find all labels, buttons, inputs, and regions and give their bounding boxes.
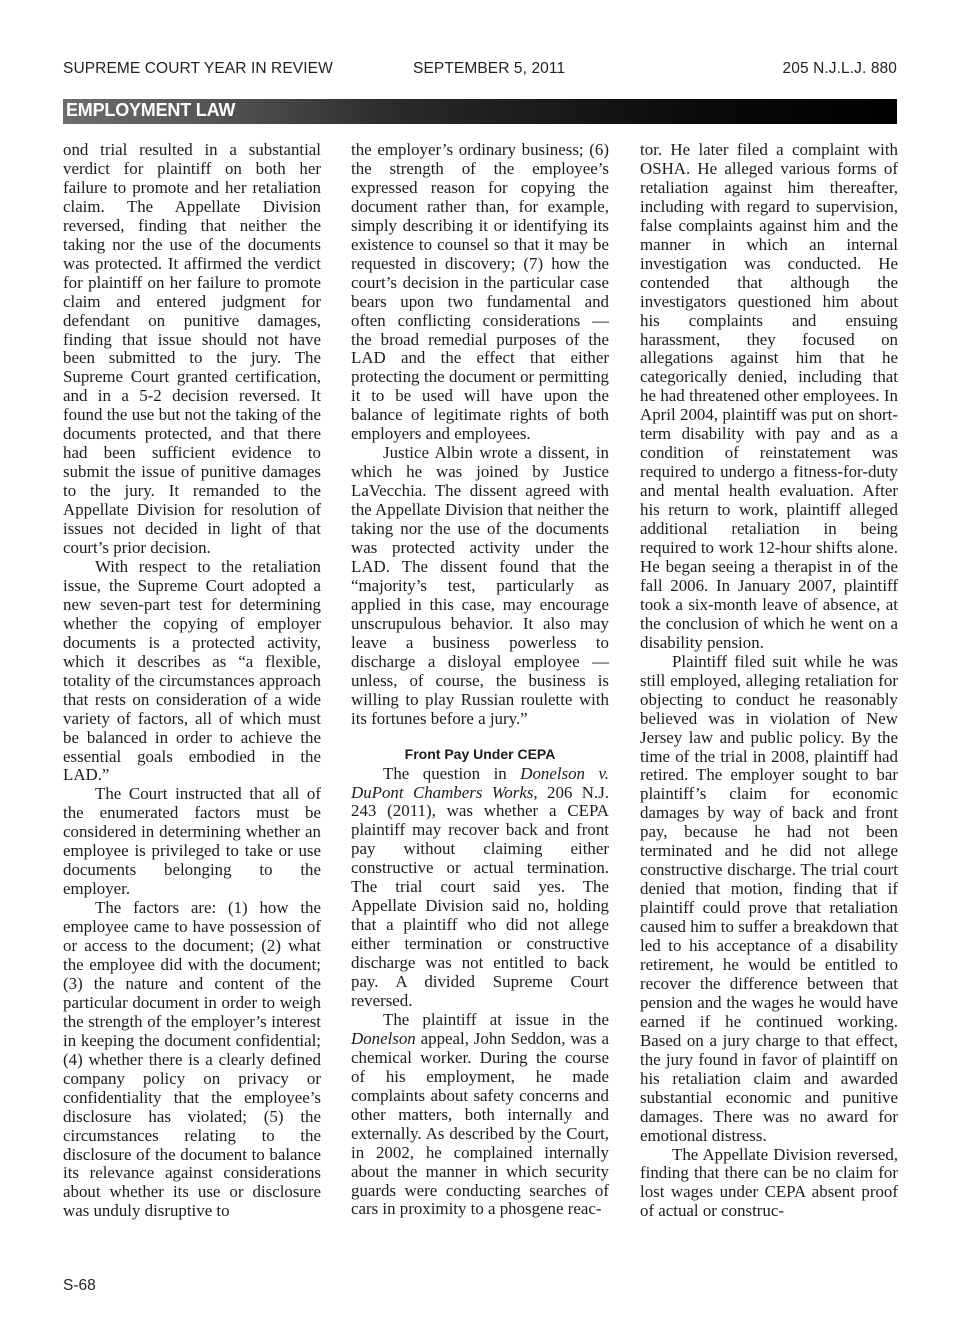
paragraph: Justice Albin wrote a dissent, in which he was joined by Justice LaVecchia. The dissent agreed with the Appellate Division that neither the taking nor the use of the documents was protected activity under the LAD. The dissent found that the “majority’s test, particularly as applied in this case, may encourage unscrupulous behavior. It also may leave a business powerless to discharge a disloyal employee — unless, of course, the business is willing to play Russian roulette with its fortunes before a jury.” — [351, 443, 609, 728]
paragraph: The Court instructed that all of the enumerated factors must be considered in determining whether an employee is privileged to take or use documents belonging to the employer. — [63, 784, 321, 899]
citation: 205 N.J.L.J. 880 — [782, 60, 897, 77]
paragraph: The Appellate Division reversed, finding that there can be no claim for lost wages under CEPA absent proof of actual or construc- — [640, 1144, 898, 1221]
case-name: Donelson v. DuPont Chambers Works — [351, 763, 609, 802]
page-number: S-68 — [63, 1277, 96, 1294]
paragraph — [351, 765, 609, 1011]
section-banner — [63, 99, 897, 124]
text-run: appeal, John Seddon, was a chemical worker. During the course of his employment, he made complaints about safety concerns and other matters, both internally and externally. As described by the Court, in 2002, he complained internally about the manner in which security guards were conducting searches of cars in proximity to a phosgene reac- — [351, 1028, 609, 1219]
paragraph: With respect to the retaliation issue, the Supreme Court adopted a new seven-part test for determining whether the copying of employer documents is a protected activity, which it describes as “a flexible, totality of the circumstances approach that rests on consideration of a wide variety of factors, all of which must be balanced in order to achieve the essential goals embodied in the LAD.” — [63, 556, 321, 785]
publication-title: SUPREME COURT YEAR IN REVIEW — [63, 60, 333, 77]
paragraph: The factors are: (1) how the employee came to have possession of or access to the document; (2) what the employee did with the document; (3) the nature and content of the particular document in order to weigh the strength of the employer’s interest in keeping the document confidential; (4) whether there is a clearly defined company policy on privacy or confidentiality that the employee’s disclosure has violated; (5) the circumstances relating to the disclosure of the document to balance its relevance against considerations about whether its use or disclosure was unduly disruptive to — [63, 898, 321, 1221]
running-head — [63, 60, 897, 82]
text-column-3 — [640, 141, 898, 1221]
text-run: , 206 N.J. 243 (2011), was whether a CEPA plaintiff may recover back and front pay without claiming either constructive or actual termination. The trial court said yes. The Appellate Division said no, holding that a plaintiff who did not allege either termination or constructive discharge was not entitled to back pay. A divided Supreme Court reversed. — [351, 782, 609, 1010]
paragraph: tor. He later filed a complaint with OSHA. He alleged various forms of retaliation against him thereafter, including with regard to supervision, false complaints against him and the manner in which an internal investigation was conducted. He contended that although the investigators questioned him about his complaints and ensuing harassment, they focused on allegations against him that he categorically denied, including that he had threatened other employees. In April 2004, plaintiff was put on short-term disability with pay and as a condition of reinstatement was required to undergo a fitness-for-duty and mental health evaluation. After his return to work, plaintiff alleged additional retaliation in being required to work 12-hour shifts alone. He began seeing a therapist in of the fall 2006. In January 2007, plaintiff took a six-month leave of absence, at the conclusion of which he went on a disability pension. — [640, 140, 898, 652]
case-name: Donelson — [351, 1028, 416, 1048]
text-column-2 — [351, 141, 609, 1219]
paragraph: ond trial resulted in a substantial verdict for plaintiff on both her failure to promote and her retaliation claim. The Appellate Division reversed, finding that neither the taking nor the use of the documents was protected. It affirmed the verdict for plaintiff on her failure to promote claim and entered judgment for defendant on punitive damages, finding that issue should not have been submitted to the jury. The Supreme Court granted certification, and in a 5-2 decision reversed. It found the use but not the taking of the documents protected, and that there had been sufficient evidence to submit the issue of punitive damages to the jury. It remanded to the Appellate Division for resolution of issues not decided in light of that court’s prior decision. — [63, 140, 321, 558]
section-title: EMPLOYMENT LAW — [66, 100, 236, 120]
text-run: The plaintiff at issue in the — [383, 1009, 609, 1029]
paragraph: Plaintiff filed suit while he was still employed, alleging retaliation for objecting to conduct he reasonably believed was in violation of New Jersey law and public policy. By the time of the trial in 2008, plaintiff had retired. The employer sought to bar plaintiff’s claim for economic damages by way of back and front pay, because he had not been terminated and he did not allege constructive discharge. The trial court denied that motion, finding that if plaintiff could prove that retaliation caused him to suffer a breakdown that led to his acceptance of a disability retirement, he would be entitled to recover the difference between that pension and the wages he would have earned if he continued working. Based on a jury charge to that effect, the jury found in favor of plaintiff on his retaliation claim and awarded substantial economic and punitive damages. There was no award for emotional distress. — [640, 651, 898, 1145]
subheading: Front Pay Under CEPA — [404, 745, 556, 762]
paragraph — [351, 1011, 609, 1219]
paragraph: the employer’s ordinary business; (6) the strength of the employee’s expressed reason for copying the document rather than, for example, simply describing it or identifying its existence to counsel so that it may be requested in discovery; (7) how the court’s decision in the particular case bears upon two fundamental and often conflicting considerations — the broad remedial purposes of the LAD and the effect that either protecting the document or permitting it to be used will have upon the balance of legitimate rights of both employers and employees. — [351, 140, 609, 444]
text-column-1 — [63, 141, 321, 1221]
text-run: The question in — [383, 763, 521, 783]
issue-date: SEPTEMBER 5, 2011 — [413, 60, 566, 77]
